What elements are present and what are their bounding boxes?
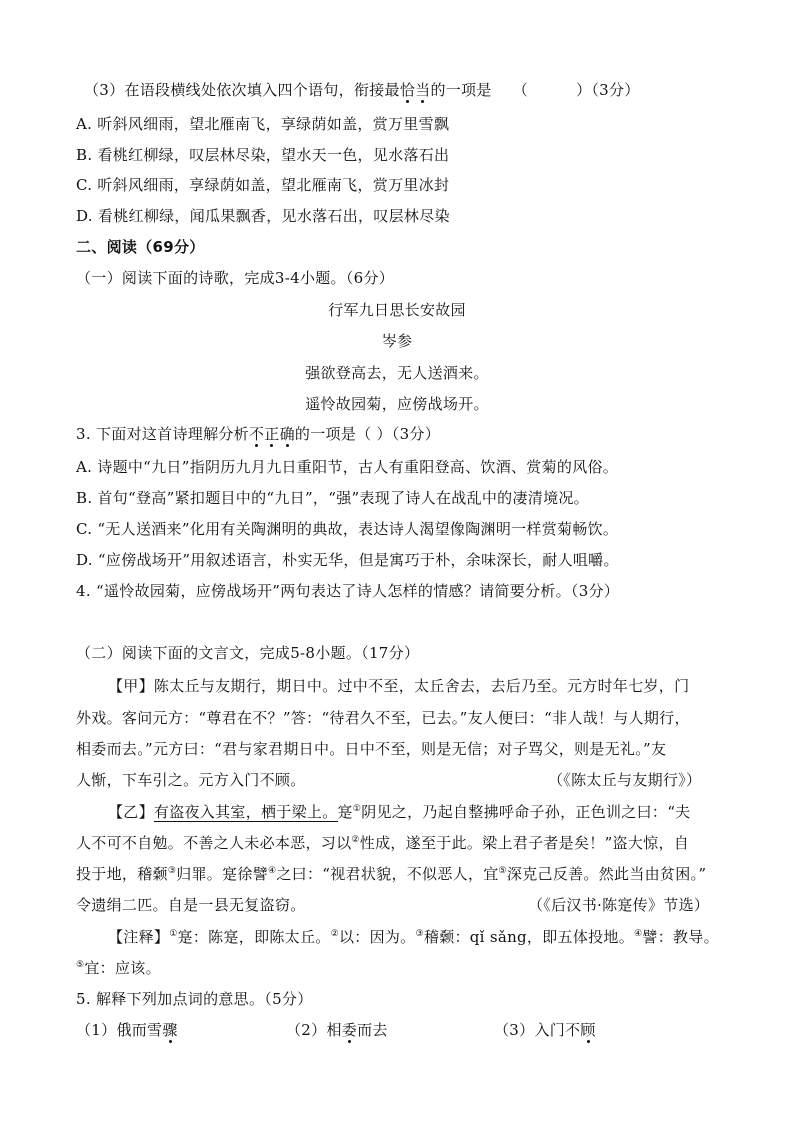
emphasis-char: 当 (415, 81, 431, 99)
section-title: 二、阅读（69分） (76, 238, 205, 256)
notes-line: ⑤宜：应该。 (76, 959, 161, 977)
part1-intro: （一）阅读下面的诗歌，完成3-4小题。（6分） (76, 269, 395, 287)
question-3-option-c: C. “无人送酒来”化用有关陶渊明的典故，表达诗人渴望像陶渊明一样赏菊畅饮。 (76, 520, 619, 538)
passage-yi-line: 令遗绢二匹。自是一县无复盗窃。 (76, 896, 306, 914)
passage-yi-line: 【乙】有盗夜入其室，栖于梁上。寔①阴见之，乃起自整拂呼命子孙，正色训之曰：“夫 (108, 803, 691, 821)
q3-option-a: A. 听斜风细雨，望北雁南飞，享绿荫如盖，赏万里雪飘 (76, 115, 450, 133)
q3-option-b: B. 看桃红柳绿，叹层林尽染，望水天一色，见水落石出 (76, 146, 450, 164)
emphasis-char: 骤 (162, 1021, 178, 1039)
poem-line: 强欲登高去，无人送酒来。 (305, 364, 489, 382)
question-5-item: （1）俄而雪骤 (76, 1021, 178, 1039)
question-5-item: （2）相委而去 (286, 1021, 388, 1039)
passage-jia-line: 相委而去。”元方曰：“君与家君期日中。日中不至，则是无信；对子骂父，则是无礼。”友 (76, 740, 667, 758)
question-5-stem: 5. 解释下列加点词的意思。（5分） (76, 990, 313, 1008)
emphasis-char: 不 (248, 425, 265, 443)
emphasis-char: 委 (341, 1021, 358, 1039)
notes-line: 【注释】①寔：陈寔，即陈太丘。②以：因为。③稽颡：qǐ sǎng，即五体投地。④譬：教导。 (108, 928, 719, 946)
emphasis-char: 确 (279, 425, 295, 443)
q3-option-c: C. 听斜风细雨，享绿荫如盖，望北雁南飞，赏万里冰封 (76, 176, 450, 194)
question-3-stem: 3. 下面对这首诗理解分析不正确的一项是（ ）（3分） (76, 425, 441, 443)
passage-jia-source: （《陈太丘与友期行》） (548, 771, 702, 789)
question-5-item: （3）入门不顾 (494, 1021, 596, 1039)
passage-jia-line: 外戏。客问元方：“尊君在不？”答：“待君久不至，已去。”友人便曰：“非人哉！与人期行， (76, 709, 690, 727)
part2-intro: （二）阅读下面的文言文，完成5-8小题。（17分） (76, 644, 420, 662)
passage-yi-line: 人不可不自勉。不善之人未必本恶，习以②性成，遂至于此。梁上君子者是矣！”盗大惊，自 (76, 834, 690, 852)
question-3-option-d: D. “应傍战场开”用叙述语言，朴实无华，但是寓巧于朴，余味深长，耐人咀嚼。 (76, 551, 619, 569)
passage-yi-source: （《后汉书·陈寔传》节选） (528, 896, 710, 914)
emphasis-char: 顾 (580, 1021, 596, 1039)
underlined-sentence: 有盗夜入其室，栖于梁上。 (153, 803, 338, 821)
passage-jia-line: 【甲】陈太丘与友期行，期日中。过中不至，太丘舍去，去后乃至。元方时年七岁，门 (108, 677, 690, 695)
passage-jia-line: 人惭，下车引之。元方入门不顾。 (76, 771, 306, 789)
passage-yi-line: 投于地，稽颡③归罪。寔徐譬④之曰：“视君状貌，不似恶人，宜⑤深克己反善。然此当由贫困。” (76, 865, 707, 883)
emphasis-char: 恰 (399, 81, 416, 99)
question-3-option-b: B. 首句“登高”紧扣题目中的“九日”，“强”表现了诗人在战乱中的凄清境况。 (76, 489, 589, 507)
question-3-option-a: A. 诗题中“九日”指阴历九月九日重阳节，古人有重阳登高、饮酒、赏菊的风俗。 (76, 458, 619, 476)
poem-title: 行军九日思长安故园 (328, 301, 466, 319)
poem-author: 岑参 (381, 332, 413, 350)
q3-stem: （3）在语段横线处依次填入四个语句，衔接最恰当的一项是 （ ）（3分） (84, 81, 640, 99)
emphasis-char: 正 (264, 425, 280, 443)
poem-line: 遥怜故园菊，应傍战场开。 (305, 395, 489, 413)
q3-option-d: D. 看桃红柳绿，闻瓜果飘香，见水落石出，叹层林尽染 (76, 207, 450, 225)
question-4: 4. “遥怜故园菊，应傍战场开”两句表达了诗人怎样的情感？请简要分析。（3分） (76, 582, 620, 600)
